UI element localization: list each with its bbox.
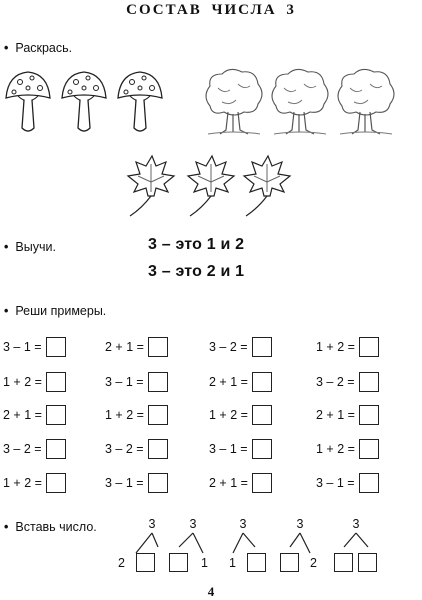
exercise: 3 – 1 =	[316, 472, 379, 494]
answer-box[interactable]	[252, 473, 272, 493]
bullet: •	[4, 240, 9, 254]
exercise: 3 – 2 =	[209, 336, 272, 358]
exercise: 3 – 2 =	[105, 438, 168, 460]
exercise: 2 + 1 =	[105, 336, 168, 358]
instruction-color	[4, 41, 72, 55]
instruction-insert	[4, 520, 97, 534]
tree-branches	[318, 531, 394, 561]
answer-box[interactable]	[46, 473, 66, 493]
tree-top-number: 3	[352, 517, 360, 531]
exercise: 3 – 1 =	[105, 371, 168, 393]
bullet: •	[4, 304, 9, 318]
tree-left-number: 2	[118, 556, 125, 570]
answer-box[interactable]	[252, 337, 272, 357]
answer-box[interactable]	[148, 473, 168, 493]
exercise: 2 + 1 =	[316, 404, 379, 426]
tree-right-number: 2	[310, 556, 317, 570]
learn-line-2: 3 – это 2 и 1	[148, 263, 245, 280]
page-title: СОСТАВ ЧИСЛА 3	[126, 2, 296, 18]
answer-box[interactable]	[252, 372, 272, 392]
answer-box[interactable]	[359, 372, 379, 392]
answer-box[interactable]	[359, 405, 379, 425]
instruction-solve	[4, 304, 106, 318]
tree-left-number: 1	[229, 556, 236, 570]
answer-box[interactable]	[148, 405, 168, 425]
exercise: 3 – 1 =	[105, 472, 168, 494]
answer-box[interactable]	[359, 337, 379, 357]
tree-left-box[interactable]	[136, 553, 155, 572]
tree-top-number: 3	[189, 517, 197, 531]
exercise: 3 – 1 =	[3, 336, 66, 358]
answer-box[interactable]	[46, 337, 66, 357]
tree-right-box[interactable]	[358, 553, 377, 572]
exercise: 3 – 1 =	[209, 438, 272, 460]
tree-icon	[200, 66, 268, 138]
exercise: 1 + 2 =	[209, 404, 272, 426]
instruction-color-text: Раскрась.	[15, 41, 73, 55]
tree-left-box[interactable]	[169, 553, 188, 572]
bullet: •	[4, 520, 9, 534]
mushroom-icon	[58, 66, 110, 136]
answer-box[interactable]	[148, 337, 168, 357]
answer-box[interactable]	[148, 439, 168, 459]
bullet: •	[4, 41, 9, 55]
maple-leaf-icon	[186, 152, 238, 220]
exercise: 1 + 2 =	[3, 472, 66, 494]
tree-icon	[332, 66, 400, 138]
instruction-solve-text: Реши примеры.	[15, 304, 107, 318]
instruction-learn	[4, 240, 56, 254]
learn-line-1: 3 – это 1 и 2	[148, 236, 245, 253]
answer-box[interactable]	[252, 405, 272, 425]
mushroom-icon	[114, 66, 166, 136]
exercise: 1 + 2 =	[316, 336, 379, 358]
answer-box[interactable]	[359, 473, 379, 493]
exercise: 2 + 1 =	[209, 371, 272, 393]
answer-box[interactable]	[46, 439, 66, 459]
tree-top-number: 3	[239, 517, 247, 531]
exercise: 1 + 2 =	[316, 438, 379, 460]
tree-top-number: 3	[148, 517, 156, 531]
exercise: 3 – 2 =	[3, 438, 66, 460]
tree-left-box[interactable]	[280, 553, 299, 572]
exercise: 2 + 1 =	[3, 404, 66, 426]
number-tree	[318, 517, 394, 579]
mushroom-icon	[2, 66, 54, 136]
tree-left-box[interactable]	[334, 553, 353, 572]
exercise: 1 + 2 =	[3, 371, 66, 393]
instruction-insert-text: Вставь число.	[15, 520, 97, 534]
maple-leaf-icon	[242, 152, 294, 220]
answer-box[interactable]	[148, 372, 168, 392]
exercise: 2 + 1 =	[209, 472, 272, 494]
page-number: 4	[207, 584, 215, 599]
tree-right-number: 1	[201, 556, 208, 570]
answer-box[interactable]	[359, 439, 379, 459]
answer-box[interactable]	[252, 439, 272, 459]
instruction-learn-text: Выучи.	[15, 240, 56, 254]
answer-box[interactable]	[46, 405, 66, 425]
maple-leaf-icon	[126, 152, 178, 220]
exercise: 1 + 2 =	[105, 404, 168, 426]
exercise: 3 – 2 =	[316, 371, 379, 393]
tree-top-number: 3	[296, 517, 304, 531]
answer-box[interactable]	[46, 372, 66, 392]
tree-icon	[266, 66, 334, 138]
